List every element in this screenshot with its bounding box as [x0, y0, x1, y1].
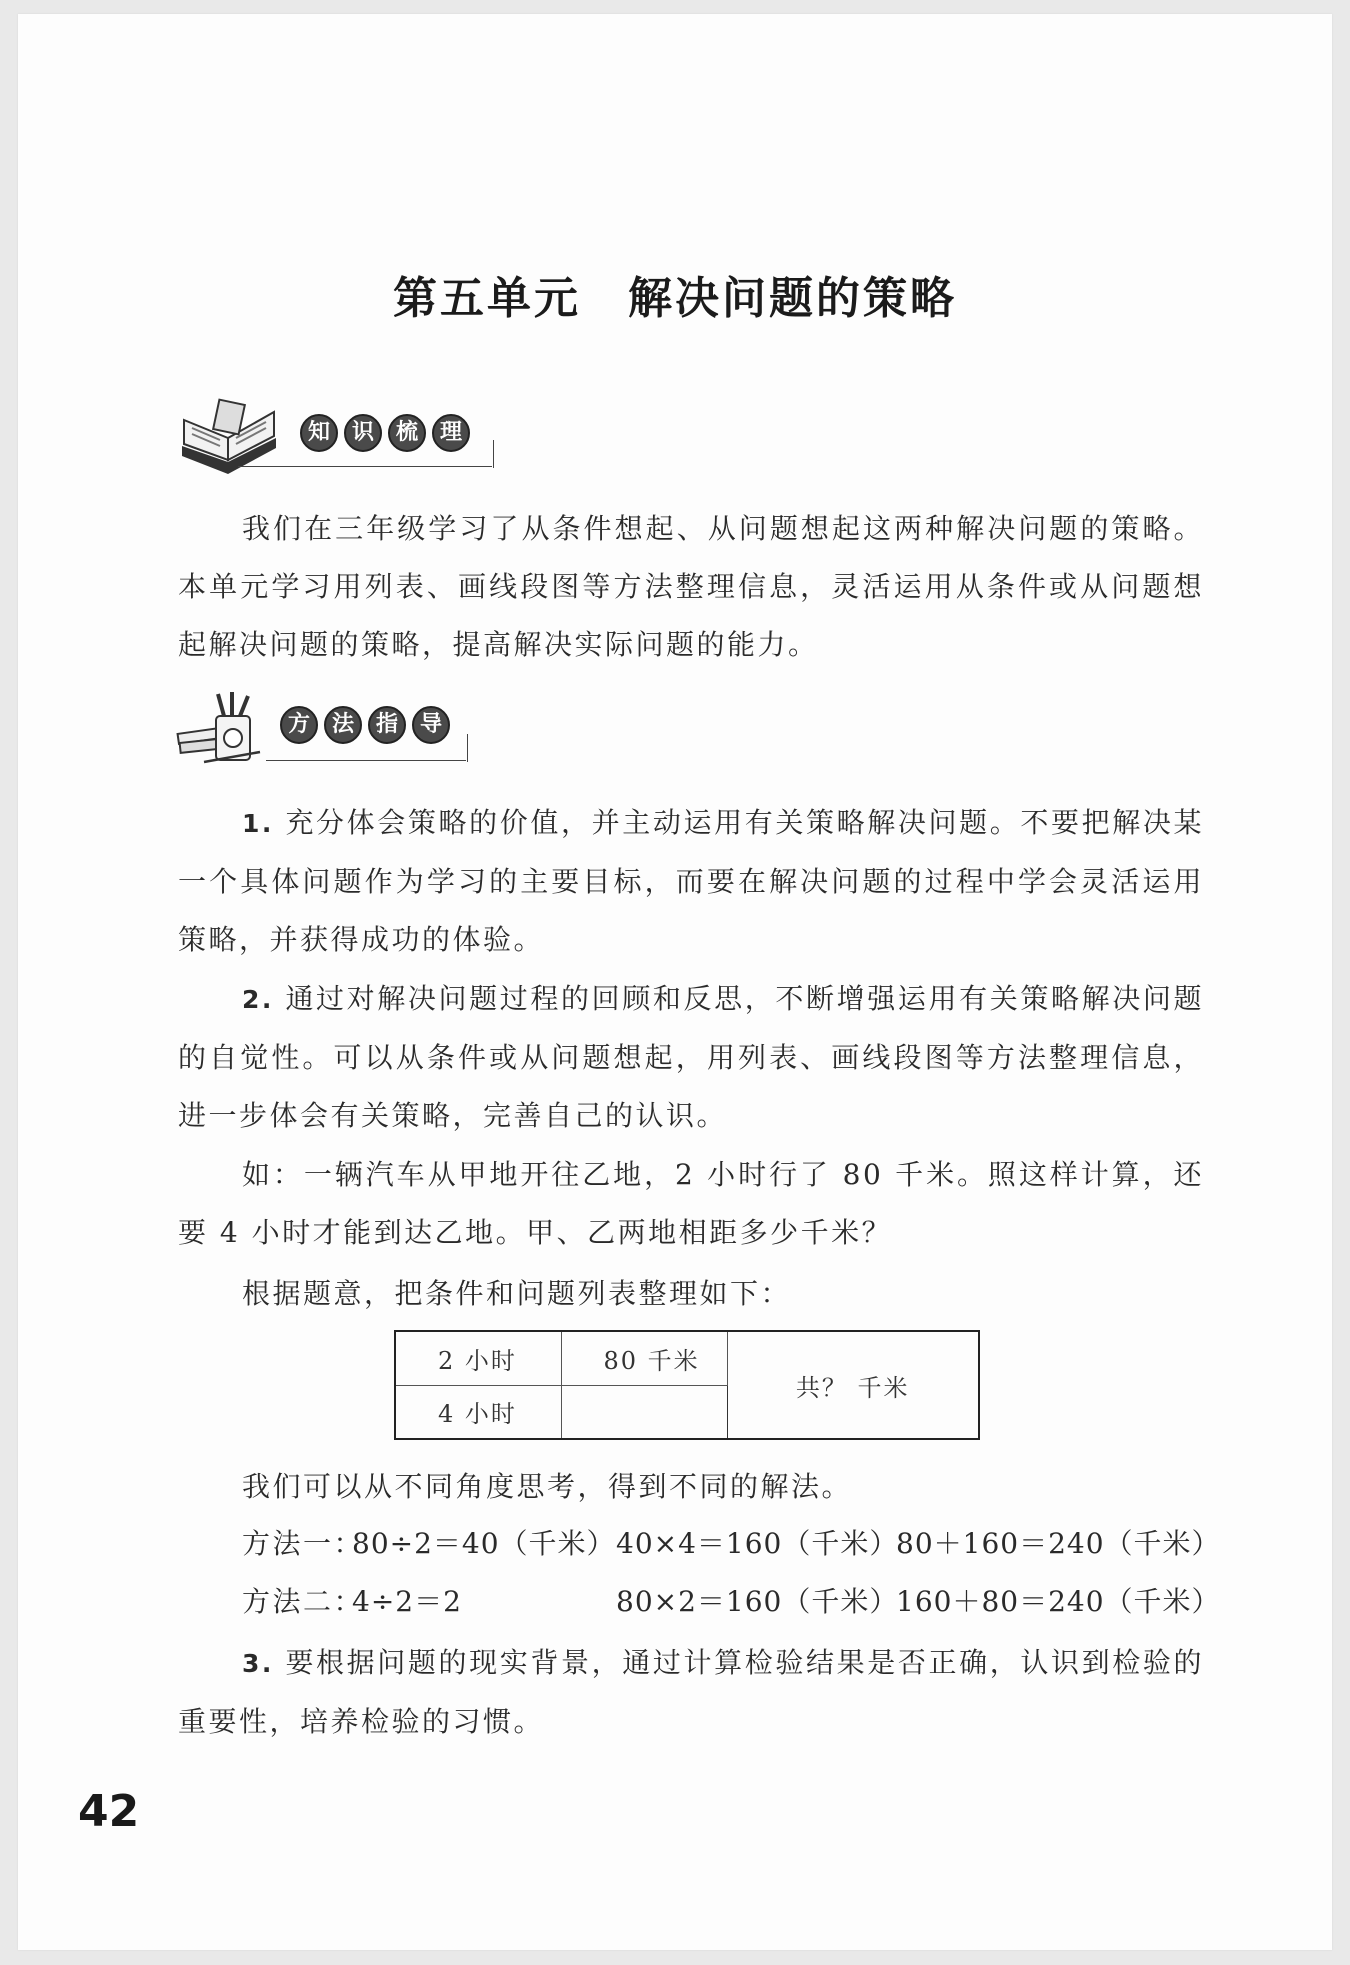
section-underline [238, 466, 492, 467]
item-text: 通过对解决问题过程的回顾和反思，不断增强运用有关策略解决问题的自觉性。可以从条件或从问题想起，用列表、画线段图等方法整理信息，进一步体会有关策略，完善自己的认识。 [178, 982, 1204, 1132]
method-2-step: 80×2＝160（千米） [616, 1585, 899, 1618]
section-header-knowledge [300, 414, 470, 452]
example-question: 如：一辆汽车从甲地开往乙地，2 小时行了 80 千米。照这样计算，还要 4 小时才能到达乙地。甲、乙两地相距多少千米？ [178, 1158, 1204, 1249]
method-2-step: 4÷2＝2 [352, 1585, 462, 1618]
section-badge: 法 [324, 706, 362, 744]
page-number: 42 [78, 1786, 140, 1837]
knowledge-paragraph: 我们在三年级学习了从条件想起、从问题想起这两种解决问题的策略。本单元学习用列表、画线段图等方法整理信息，灵活运用从条件或从问题想起解决问题的策略，提高解决实际问题的能力。 [178, 512, 1204, 661]
item-number: 3. [242, 1649, 274, 1678]
solutions-intro: 我们可以从不同角度思考，得到不同的解法。 [242, 1470, 853, 1503]
section-badge: 方 [280, 706, 318, 744]
section-badge: 梳 [388, 414, 426, 452]
guide-item-2 [178, 970, 1204, 1145]
method-1-step: 80÷2＝40（千米） [352, 1527, 616, 1560]
guide-item-1 [178, 794, 1204, 969]
section-header-method [280, 706, 450, 744]
table-cell: 80 千米 [561, 1331, 727, 1385]
item-text: 充分体会策略的价值，并主动运用有关策略解决问题。不要把解决某一个具体问题作为学习的主要目标，而要在解决问题的过程中学会灵活运用策略，并获得成功的体验。 [178, 806, 1204, 956]
section-badge: 理 [432, 414, 470, 452]
example-table [394, 1330, 980, 1440]
item-number: 2. [242, 985, 274, 1014]
item-number: 1. [242, 809, 274, 838]
table-total-cell: 共？ 千米 [727, 1331, 979, 1439]
example-intro: 根据题意，把条件和问题列表整理如下： [242, 1277, 792, 1310]
section-badge: 识 [344, 414, 382, 452]
section-badge: 知 [300, 414, 338, 452]
table-cell: 4 小时 [395, 1385, 561, 1439]
method-2-step: 160＋80＝240（千米） [896, 1585, 1221, 1618]
method-2-label: 方法二： [242, 1585, 365, 1618]
method-1-step: 40×4＝160（千米） [616, 1527, 899, 1560]
guide-item-3 [178, 1634, 1204, 1751]
page-title: 第五单元 解决问题的策略 [393, 273, 957, 324]
section-underline [266, 760, 466, 761]
method-1-step: 80＋160＝240（千米） [896, 1527, 1221, 1560]
section-badge: 指 [368, 706, 406, 744]
section-badge: 导 [412, 706, 450, 744]
item-text: 要根据问题的现实背景，通过计算检验结果是否正确，认识到检验的重要性，培养检验的习惯。 [178, 1646, 1204, 1738]
method-1-label: 方法一： [242, 1527, 365, 1560]
table-cell [561, 1385, 727, 1439]
table-cell: 2 小时 [395, 1331, 561, 1385]
pencil-cup-icon [174, 690, 274, 770]
